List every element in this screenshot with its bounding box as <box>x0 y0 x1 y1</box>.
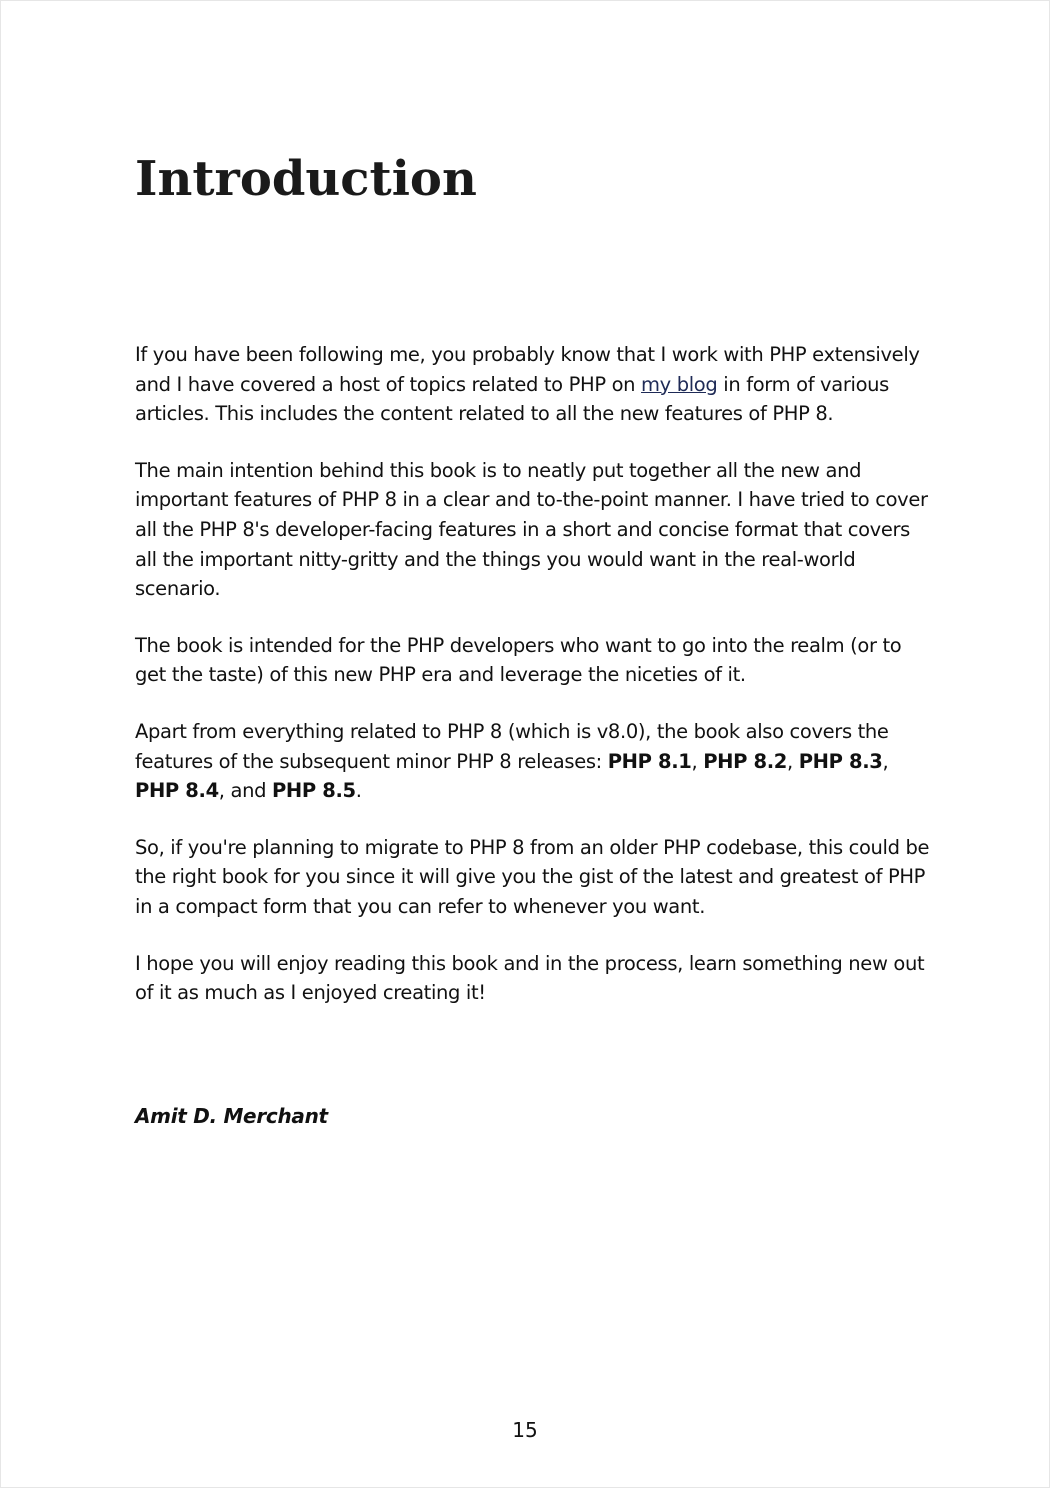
separator: , <box>882 749 889 773</box>
page-content <box>135 149 935 1128</box>
page-title: Introduction <box>135 151 477 207</box>
paragraph-2: The main intention behind this book is to neatly put together all the new and important features of PHP 8 in a clear and to-the-point manner. I have tried to cover all the PHP 8's developer-facing features in a short and concise format that covers all the important nitty-gritty and the things you would want in the real-world scenario. <box>135 458 928 601</box>
paragraph-1-text-start: If you have been following me, you probably know that I work with PHP extensively and I have covered a host of topics related to PHP on <box>135 343 920 396</box>
separator: , <box>691 749 704 773</box>
paragraph-4 <box>135 717 935 806</box>
blog-link[interactable]: my blog <box>641 372 718 396</box>
separator-and: , and <box>218 779 272 803</box>
paragraph-1 <box>135 340 935 429</box>
release-php-8-1: PHP 8.1 <box>607 749 692 773</box>
paragraph-6: I hope you will enjoy reading this book and in the process, learn something new out of it as much as I enjoyed creating it! <box>135 951 925 1005</box>
separator: , <box>787 749 799 773</box>
paragraph-1-text-end: in form of various articles. This includes the content related to all the new features of PHP 8. <box>135 372 889 426</box>
release-php-8-3: PHP 8.3 <box>798 749 883 773</box>
release-php-8-4: PHP 8.4 <box>135 779 219 803</box>
body-text <box>135 340 935 1008</box>
page-number: 15 <box>512 1418 538 1442</box>
paragraph-5: So, if you're planning to migrate to PHP 8 from an older PHP codebase, this could be the right book for you since it will give you the gist of the latest and greatest of PHP in a compact form that you can refer to whenever you want. <box>135 835 930 918</box>
paragraph-4-end: . <box>355 779 362 803</box>
release-php-8-2: PHP 8.2 <box>703 749 788 773</box>
release-php-8-5: PHP 8.5 <box>271 779 356 803</box>
paragraph-3: The book is intended for the PHP developers who want to go into the realm (or to get the taste) of this new PHP era and leverage the niceties of it. <box>135 633 902 687</box>
paragraph-4-intro: Apart from everything related to PHP 8 (which is v8.0), the book also covers the features of the subsequent minor PHP 8 releases: <box>135 719 889 773</box>
author-signature: Amit D. Merchant <box>135 1103 328 1128</box>
